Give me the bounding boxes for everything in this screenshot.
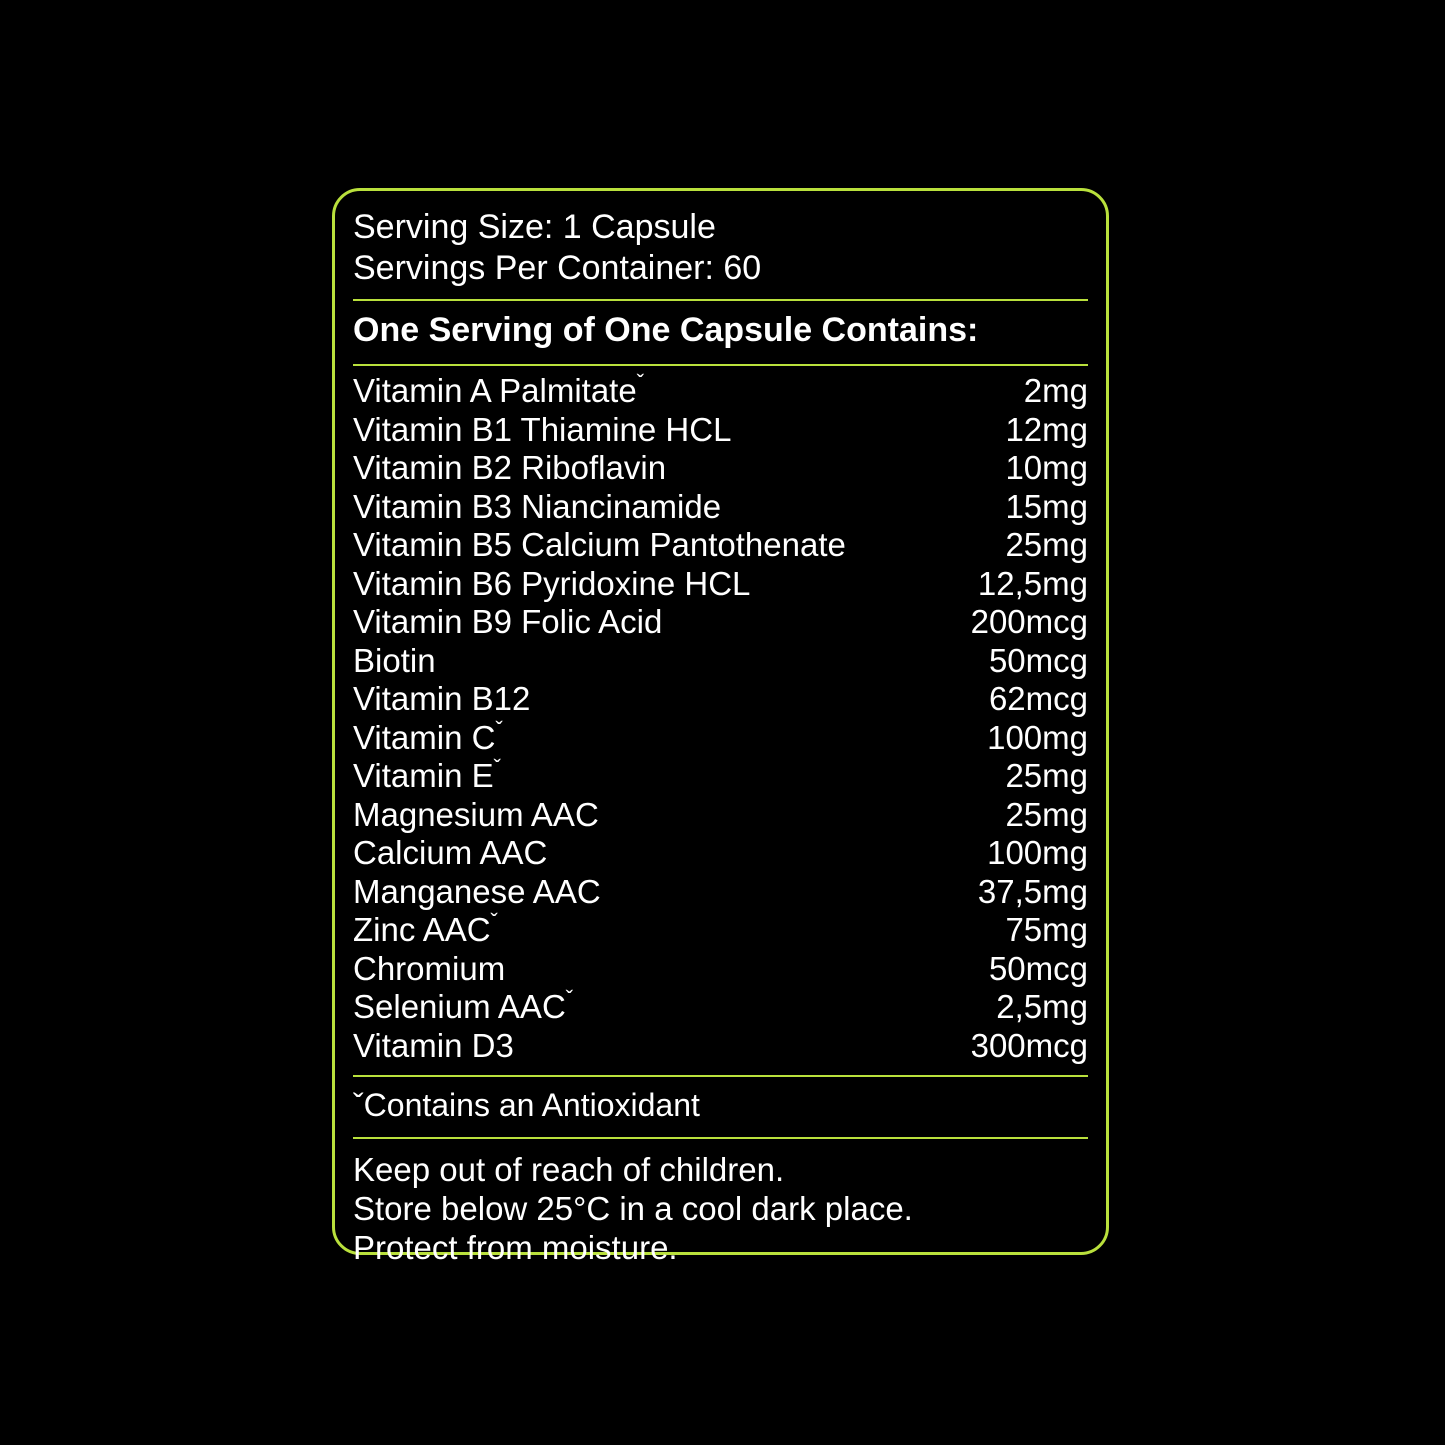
antioxidant-marker-icon: ˇ bbox=[495, 716, 503, 742]
ingredient-row bbox=[353, 988, 1088, 1027]
ingredient-name: Vitamin $E^ˇ$ bbox=[353, 755, 501, 794]
ingredient-amount: 25mg bbox=[1005, 526, 1088, 563]
ingredient-row bbox=[353, 565, 1088, 604]
ingredient-row bbox=[353, 526, 1088, 565]
servings-per-container-text: Servings Per Container: 60 bbox=[353, 249, 762, 287]
ingredient-row bbox=[353, 488, 1088, 527]
ingredient-list bbox=[353, 366, 1088, 1071]
antioxidant-note: ˇContains an Antioxidant bbox=[353, 1087, 700, 1123]
ingredient-row bbox=[353, 950, 1088, 989]
ingredient-name: Manganese AAC bbox=[353, 872, 601, 910]
warning-line: Store below 25°C in a cool dark place. bbox=[353, 1190, 913, 1227]
ingredient-name: Vitamin B1 Thiamine HCL bbox=[353, 410, 732, 448]
ingredient-row bbox=[353, 796, 1088, 835]
antioxidant-marker-icon: ˇ bbox=[636, 370, 645, 395]
ingredient-name: Magnesium AAC bbox=[353, 795, 599, 833]
ingredient-name: Vitamin B2 Riboflavin bbox=[353, 449, 667, 486]
antioxidant-marker-icon: ˇ bbox=[493, 755, 501, 780]
ingredient-amount: 12,5mg bbox=[977, 564, 1088, 602]
ingredient-name: Vitamin D3 bbox=[353, 1026, 514, 1064]
ingredient-name: Vitamin A Palmitate$^ˇ$ bbox=[353, 370, 645, 409]
ingredient-amount: 25mg bbox=[1005, 795, 1088, 833]
ingredient-amount: 10mg bbox=[1005, 449, 1088, 486]
ingredient-amount: 15mg bbox=[1005, 487, 1088, 525]
ingredient-name: Chromium bbox=[353, 949, 506, 987]
ingredient-row bbox=[353, 1027, 1088, 1066]
ingredient-row bbox=[353, 642, 1088, 681]
serving-size-text: Serving Size: 1 Capsule bbox=[353, 208, 716, 246]
ingredient-amount: 62mcg bbox=[988, 680, 1088, 717]
ingredient-amount: 2mg bbox=[1023, 372, 1088, 409]
ingredient-amount: 300mcg bbox=[970, 1026, 1088, 1064]
ingredient-amount: 50mcg bbox=[988, 641, 1088, 679]
ingredient-name: Calcium AAC bbox=[353, 834, 548, 871]
ingredient-name: Vitamin B3 Niancinamide bbox=[353, 487, 722, 525]
warning-line: Protect from moisture. bbox=[353, 1229, 678, 1266]
ingredient-name: Vitamin $C^ˇ$ bbox=[353, 716, 503, 756]
ingredient-row bbox=[353, 911, 1088, 950]
ingredient-name: Vitamin B12 bbox=[353, 680, 531, 717]
antioxidant-marker-icon: ˇ bbox=[490, 909, 498, 934]
ingredient-name: Vitamin B6 Pyridoxine HCL bbox=[353, 564, 751, 602]
ingredient-amount: 12mg bbox=[1005, 410, 1088, 448]
ingredient-row bbox=[353, 834, 1088, 873]
warning-block bbox=[353, 1139, 1088, 1267]
ingredient-row bbox=[353, 680, 1088, 719]
ingredient-amount: 50mcg bbox=[988, 949, 1088, 987]
ingredient-name: Vitamin B9 Folic Acid bbox=[353, 603, 663, 640]
supplement-facts-panel bbox=[332, 188, 1109, 1266]
ingredient-name: Vitamin B5 Calcium Pantothenate bbox=[353, 526, 846, 563]
ingredient-name: Zinc $AAC^ˇ$ bbox=[353, 909, 498, 948]
serving-info bbox=[353, 207, 1088, 295]
ingredient-name: Biotin bbox=[353, 641, 436, 679]
ingredient-row bbox=[353, 372, 1088, 411]
ingredient-amount: 100mg bbox=[987, 834, 1088, 871]
ingredient-row bbox=[353, 873, 1088, 912]
warning-line: Keep out of reach of children. bbox=[353, 1151, 785, 1188]
ingredient-row bbox=[353, 449, 1088, 488]
contains-heading: One Serving of One Capsule Contains: bbox=[353, 311, 979, 349]
ingredient-row bbox=[353, 411, 1088, 450]
ingredient-name: Selenium $AAC^ˇ$ bbox=[353, 986, 574, 1025]
ingredient-amount: 75mg bbox=[1005, 911, 1088, 948]
ingredient-row bbox=[353, 716, 1088, 758]
ingredient-row bbox=[353, 603, 1088, 642]
ingredient-amount: 200mcg bbox=[970, 603, 1088, 640]
ingredient-amount: 37,5mg bbox=[977, 872, 1088, 910]
ingredient-row bbox=[353, 757, 1088, 796]
ingredient-amount: 25mg bbox=[1005, 757, 1088, 794]
antioxidant-marker-icon: ˇ bbox=[565, 986, 574, 1011]
ingredient-amount: 2,5mg bbox=[996, 988, 1088, 1025]
ingredient-amount: 100mg bbox=[987, 718, 1088, 756]
